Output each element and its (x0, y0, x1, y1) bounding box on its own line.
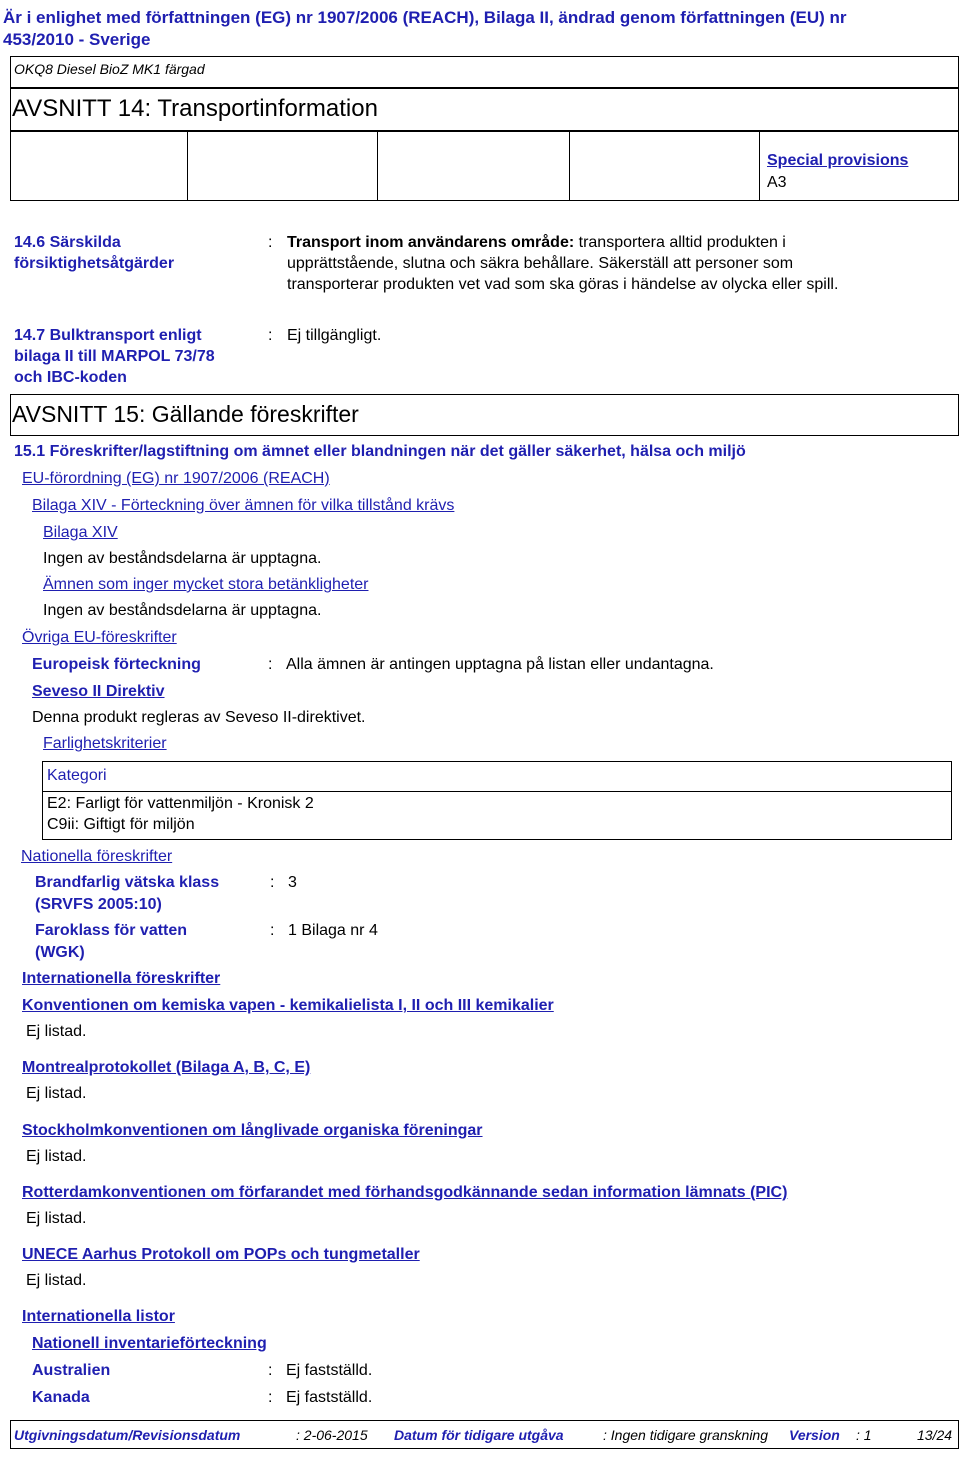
issue-date-label: Utgivningsdatum/Revisionsdatum (14, 1427, 241, 1443)
stockholm-text: Ej listad. (26, 1148, 87, 1165)
eu-reach-heading: EU-förordning (EG) nr 1907/2006 (REACH) (22, 470, 330, 487)
product-name-box (10, 56, 959, 88)
item-14-7-value: Ej tillgängligt. (287, 327, 382, 344)
item-14-6-label-line-1: 14.6 Särskilda (14, 234, 121, 251)
colon: : (268, 656, 273, 673)
category-item: E2: Farligt för vattenmiljön - Kronisk 2 (47, 795, 314, 812)
hazard-criteria-heading: Farlighetskriterier (43, 735, 167, 752)
colon: : (270, 922, 275, 939)
section-15-title: AVSNITT 15: Gällande föreskrifter (12, 401, 359, 427)
colon: : (268, 327, 273, 344)
section-14-title-box (10, 88, 959, 131)
item-14-6-text-2: upprättstående, slutna och säkra behållare. Säkerställ att personer som (287, 255, 794, 272)
cwc-heading: Konventionen om kemiska vapen - kemikalielista I, II och III kemikalier (22, 997, 554, 1014)
previous-date-value: : Ingen tidigare granskning (603, 1427, 768, 1443)
page-number: 13/24 (917, 1427, 953, 1443)
table-divider (759, 132, 760, 200)
wgk-value: 1 Bilaga nr 4 (288, 922, 378, 939)
rotterdam-text: Ej listad. (26, 1210, 87, 1227)
version-label: Version (789, 1427, 840, 1443)
european-inventory-value: Alla ämnen är antingen upptagna på listan eller undantagna. (286, 656, 714, 673)
item-14-6-bold: Transport inom användarens område: (287, 234, 575, 251)
colon: : (268, 1389, 273, 1406)
wgk-label-line-2: (WGK) (35, 944, 85, 961)
product-name: OKQ8 Diesel BioZ MK1 färgad (14, 61, 205, 77)
flammable-value: 3 (288, 874, 297, 891)
unece-heading: UNECE Aarhus Protokoll om POPs och tungmetaller (22, 1246, 420, 1263)
wgk-label (35, 920, 187, 964)
colon: : (270, 874, 275, 891)
intl-lists-heading: Internationella listor (22, 1308, 175, 1325)
annex-xiv-text: Ingen av beståndsdelarna är upptagna. (43, 550, 322, 567)
annex-xiv-subheading: Bilaga XIV (43, 524, 118, 541)
section-15-title-box (10, 394, 959, 436)
special-provisions-label: Special provisions (767, 152, 909, 169)
document-title-line-2: 453/2010 - Sverige (3, 30, 151, 49)
national-inventory-heading: Nationell inventarieförteckning (32, 1335, 267, 1352)
item-14-6-value (287, 232, 838, 295)
unece-text: Ej listad. (26, 1272, 87, 1289)
table-divider (569, 132, 570, 200)
category-values (47, 793, 314, 835)
rotterdam-heading: Rotterdamkonventionen om förfarandet med förhandsgodkännande sedan information lämnats (PIC) (22, 1184, 788, 1201)
item-14-7-label (14, 325, 215, 388)
svhc-heading: Ämnen som inger mycket stora betänkligheter (43, 576, 369, 593)
seveso-text: Denna produkt regleras av Seveso II-direktivet. (32, 709, 366, 726)
international-heading: Internationella föreskrifter (22, 970, 221, 987)
previous-date-label: Datum för tidigare utgåva (394, 1427, 564, 1443)
issue-date-value: : 2-06-2015 (296, 1427, 368, 1443)
transport-table (10, 131, 959, 201)
document-title-line-1: Är i enlighet med författningen (EG) nr 1907/2006 (REACH), Bilaga II, ändrad genom författningen (EU) nr (3, 8, 847, 27)
category-table (42, 761, 952, 840)
flammable-label-line-2: (SRVFS 2005:10) (35, 896, 162, 913)
canada-value: Ej fastställd. (286, 1389, 373, 1406)
other-eu-heading: Övriga EU-föreskrifter (22, 629, 177, 646)
item-14-7-label-line-1: 14.7 Bulktransport enligt (14, 327, 202, 344)
version-value: : 1 (856, 1427, 872, 1443)
european-inventory-label: Europeisk förteckning (32, 656, 201, 673)
national-heading: Nationella föreskrifter (21, 848, 173, 865)
stockholm-heading: Stockholmkonventionen om långlivade organiska föreningar (22, 1122, 483, 1139)
item-14-6-label (14, 232, 174, 274)
seveso-heading: Seveso II Direktiv (32, 683, 165, 700)
item-14-6-label-line-2: försiktighetsåtgärder (14, 255, 175, 272)
colon: : (268, 1362, 273, 1379)
category-item: C9ii: Giftigt för miljön (47, 816, 195, 833)
australia-value: Ej fastställd. (286, 1362, 373, 1379)
colon: : (268, 234, 273, 251)
annex-xiv-heading: Bilaga XIV - Förteckning över ämnen för vilka tillstånd krävs (32, 497, 455, 514)
cwc-text: Ej listad. (26, 1023, 87, 1040)
flammable-label-line-1: Brandfarlig vätska klass (35, 874, 220, 891)
category-header: Kategori (47, 767, 107, 784)
svhc-text: Ingen av beståndsdelarna är upptagna. (43, 602, 322, 619)
document-title (3, 7, 846, 51)
footer (10, 1420, 959, 1449)
table-divider (377, 132, 378, 200)
item-14-6-text-3: transporterar produkten vet vad som ska göras i händelse av olycka eller spill. (287, 276, 839, 293)
table-divider (187, 132, 188, 200)
australia-label: Australien (32, 1362, 111, 1379)
item-14-6-text-1: transportera alltid produkten i (574, 234, 786, 251)
canada-label: Kanada (32, 1389, 90, 1406)
montreal-heading: Montrealprotokollet (Bilaga A, B, C, E) (22, 1059, 311, 1076)
special-provisions-value: A3 (767, 174, 787, 191)
flammable-label (35, 872, 219, 916)
section-14-title: AVSNITT 14: Transportinformation (12, 95, 378, 122)
heading-15-1: 15.1 Föreskrifter/lagstiftning om ämnet eller blandningen när det gäller säkerhet, hälsa och miljö (14, 443, 746, 460)
wgk-label-line-1: Faroklass för vatten (35, 922, 188, 939)
item-14-7-label-line-3: och IBC-koden (14, 369, 127, 386)
category-divider (43, 791, 951, 792)
item-14-7-label-line-2: bilaga II till MARPOL 73/78 (14, 348, 215, 365)
montreal-text: Ej listad. (26, 1085, 87, 1102)
